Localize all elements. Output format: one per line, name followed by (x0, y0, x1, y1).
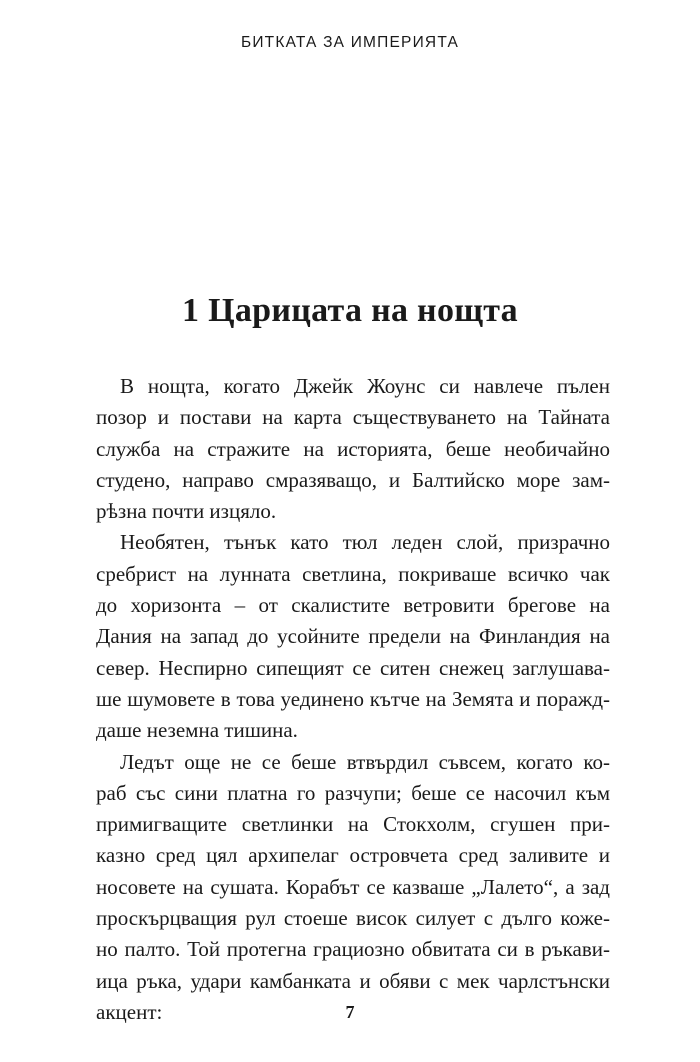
body-text (96, 371, 610, 1028)
text-line: носовете на сушата. Корабът се казваше „Лалето“, а зад (96, 874, 610, 899)
text-line: студено, направо смразяващо, и Балтийско море зам- (96, 467, 610, 492)
chapter-title: 1 Царицата на нощта (182, 292, 518, 329)
text-line: раб със сини платна го разчупи; беше се насочил към (96, 780, 610, 805)
text-line: до хоризонта – от скалистите ветровити брегове на (96, 593, 610, 618)
text-line: но палто. Той протегна грациозно обвитата си в ръкави- (96, 937, 610, 962)
text-line: ица ръка, удари камбанката и обяви с мек чарлстънски (96, 968, 610, 993)
text-line: казно сред цял архипелаг островчета сред заливите и (96, 843, 610, 868)
text-line: рѣзна почти изцяло. (96, 499, 277, 524)
text-line: проскърцващия рул стоеше висок силует с дълго коже- (96, 906, 610, 931)
text-line: служба на стражите на историята, беше необичайно (96, 436, 610, 461)
text-line: север. Неспирно сипещият се ситен снежец заглушава- (96, 655, 610, 680)
text-line: Необятен, тънък като тюл леден слой, призрачно (120, 530, 610, 555)
text-line: примигващите светлинки на Стокхолм, сгушен при- (96, 812, 610, 837)
text-line: акцент: (96, 999, 163, 1024)
running-header: БИТКАТА ЗА ИМПЕРИЯТА (240, 34, 460, 51)
text-line: позор и постави на карта съществуването на Тайната (96, 405, 610, 430)
text-line: Дания на запад до усойните предели на Финландия на (96, 624, 610, 649)
text-line: ше шумовете в това уединено кътче на Земята и поражд- (96, 686, 610, 711)
text-line: Ледът още не се беше втвърдил съвсем, когато ко- (120, 749, 610, 774)
page-number: 7 (345, 1002, 355, 1022)
text-line: сребрист на лунната светлина, покриваше всичко чак (96, 561, 610, 586)
text-line: даше неземна тишина. (96, 718, 298, 743)
text-line: В нощта, когато Джейк Жоунс си навлече пълен (120, 374, 610, 398)
